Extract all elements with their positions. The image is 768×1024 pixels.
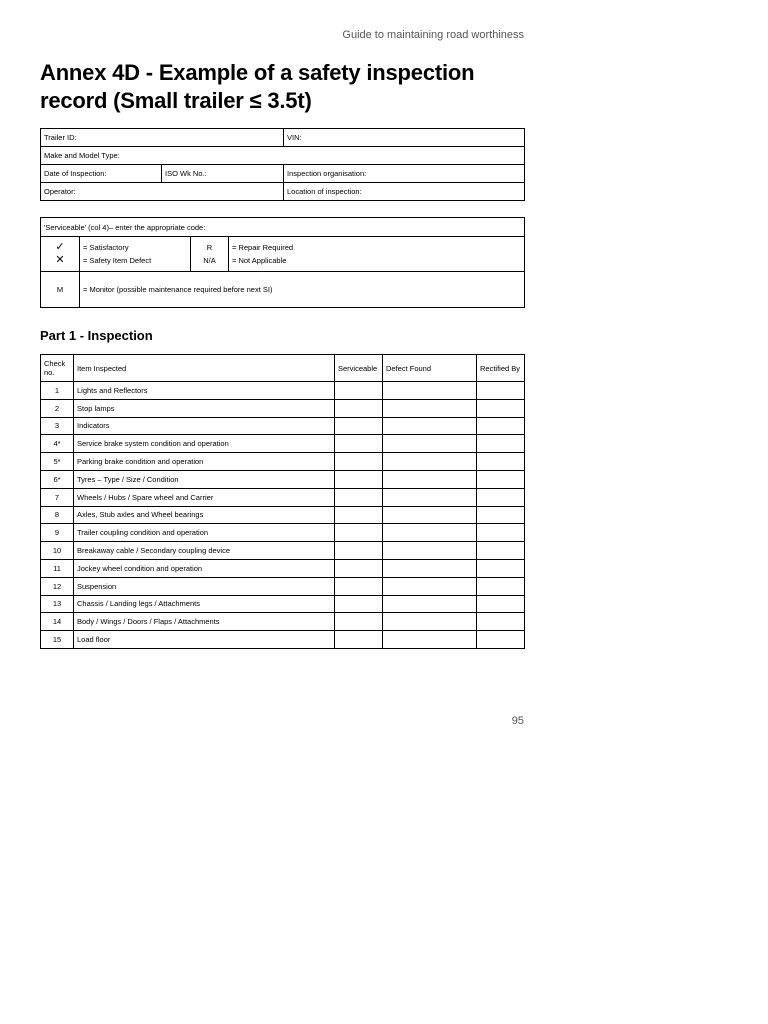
item-inspected: Axles, Stub axles and Wheel bearings [74, 506, 335, 524]
defect-found-cell[interactable] [383, 559, 477, 577]
serviceable-cell[interactable] [335, 577, 383, 595]
table-header-row [41, 355, 525, 382]
item-inspected: Indicators [74, 417, 335, 435]
codes-key-table [40, 217, 525, 308]
serviceable-cell[interactable] [335, 453, 383, 471]
check-number: 9 [41, 524, 74, 542]
serviceable-cell[interactable] [335, 470, 383, 488]
make-model-field[interactable]: Make and Model Type: [41, 147, 525, 165]
rectified-by-cell[interactable] [477, 542, 525, 560]
table-row [41, 218, 525, 237]
rectified-by-cell[interactable] [477, 577, 525, 595]
checkmark-icon: ✓ [55, 241, 65, 253]
cross-icon: ✕ [55, 254, 65, 266]
item-inspected: Suspension [74, 577, 335, 595]
defect-found-cell[interactable] [383, 453, 477, 471]
defect-found-cell[interactable] [383, 382, 477, 400]
item-inspected: Chassis / Landing legs / Attachments [74, 595, 335, 613]
rectified-by-cell[interactable] [477, 435, 525, 453]
location-of-inspection-field[interactable]: Location of inspection: [284, 183, 525, 201]
defect-found-cell[interactable] [383, 524, 477, 542]
defect-found-cell[interactable] [383, 488, 477, 506]
rectified-by-cell[interactable] [477, 399, 525, 417]
check-number: 2 [41, 399, 74, 417]
rectified-by-cell[interactable] [477, 559, 525, 577]
check-number: 15 [41, 631, 74, 649]
rectified-by-cell[interactable] [477, 470, 525, 488]
serviceable-cell[interactable] [335, 542, 383, 560]
vin-field[interactable]: VIN: [284, 129, 525, 147]
table-row [41, 506, 525, 524]
column-header-serviceable: Serviceable [335, 355, 383, 382]
defect-found-cell[interactable] [383, 542, 477, 560]
column-header-rectified: Rectified By [477, 355, 525, 382]
serviceable-cell[interactable] [335, 595, 383, 613]
item-inspected: Jockey wheel condition and operation [74, 559, 335, 577]
repair-label: = Repair Required [232, 243, 294, 252]
defect-found-cell[interactable] [383, 613, 477, 631]
table-row [41, 272, 525, 308]
check-number: 12 [41, 577, 74, 595]
defect-found-cell[interactable] [383, 435, 477, 453]
column-header-check-no: Check no. [41, 355, 74, 382]
table-row [41, 524, 525, 542]
serviceable-cell[interactable] [335, 399, 383, 417]
serviceable-cell[interactable] [335, 613, 383, 631]
item-inspected: Body / Wings / Doors / Flaps / Attachments [74, 613, 335, 631]
check-number: 8 [41, 506, 74, 524]
check-number: 10 [41, 542, 74, 560]
check-number: 5* [41, 453, 74, 471]
page-title: Annex 4D - Example of a safety inspection record (Small trailer ≤ 3.5t) [40, 60, 475, 113]
defect-found-cell[interactable] [383, 577, 477, 595]
table-row [41, 183, 525, 201]
check-number: 4* [41, 435, 74, 453]
check-number: 14 [41, 613, 74, 631]
check-number: 11 [41, 559, 74, 577]
repair-code: R [206, 243, 213, 252]
item-inspected: Wheels / Hubs / Spare wheel and Carrier [74, 488, 335, 506]
rectified-by-cell[interactable] [477, 631, 525, 649]
table-row [41, 129, 525, 147]
serviceable-cell[interactable] [335, 524, 383, 542]
table-row [41, 470, 525, 488]
item-inspected: Trailer coupling condition and operation [74, 524, 335, 542]
table-row [41, 165, 525, 183]
rectified-by-cell[interactable] [477, 595, 525, 613]
rectified-by-cell[interactable] [477, 382, 525, 400]
item-inspected: Breakaway cable / Secondary coupling device [74, 542, 335, 560]
serviceable-cell[interactable] [335, 417, 383, 435]
serviceable-cell[interactable] [335, 559, 383, 577]
inspection-organisation-field[interactable]: Inspection organisation: [284, 165, 525, 183]
table-row [41, 559, 525, 577]
defect-found-cell[interactable] [383, 506, 477, 524]
check-number: 7 [41, 488, 74, 506]
table-row [41, 417, 525, 435]
table-row [41, 577, 525, 595]
inspection-table [40, 354, 525, 649]
date-of-inspection-field[interactable]: Date of Inspection: [41, 165, 162, 183]
rectified-by-cell[interactable] [477, 524, 525, 542]
table-row [41, 613, 525, 631]
rectified-by-cell[interactable] [477, 613, 525, 631]
table-row [41, 399, 525, 417]
defect-found-cell[interactable] [383, 631, 477, 649]
item-inspected: Parking brake condition and operation [74, 453, 335, 471]
rectified-by-cell[interactable] [477, 506, 525, 524]
item-inspected: Tyres – Type / Size / Condition [74, 470, 335, 488]
defect-label: = Safety Item Defect [83, 256, 152, 265]
serviceable-cell[interactable] [335, 488, 383, 506]
table-row [41, 595, 525, 613]
table-row [41, 631, 525, 649]
serviceable-cell[interactable] [335, 435, 383, 453]
item-inspected: Lights and Reflectors [74, 382, 335, 400]
item-inspected: Service brake system condition and operation [74, 435, 335, 453]
trailer-details-table [40, 128, 525, 201]
rectified-by-cell[interactable] [477, 453, 525, 471]
serviceable-cell[interactable] [335, 382, 383, 400]
check-number: 6* [41, 470, 74, 488]
iso-wk-no-field[interactable]: ISO Wk No.: [162, 165, 284, 183]
defect-found-cell[interactable] [383, 470, 477, 488]
operator-field[interactable]: Operator: [41, 183, 284, 201]
running-header: Guide to maintaining road worthiness [342, 29, 524, 41]
page-number: 95 [511, 715, 524, 727]
na-label: = Not Applicable [232, 256, 287, 265]
trailer-id-field[interactable]: Trailer ID: [41, 129, 284, 147]
serviceable-cell[interactable] [335, 631, 383, 649]
column-header-item: Item Inspected [74, 355, 335, 382]
na-code: N/A [203, 256, 216, 265]
column-header-defect: Defect Found [383, 355, 477, 382]
table-row [41, 237, 525, 272]
check-number: 1 [41, 382, 74, 400]
check-number: 3 [41, 417, 74, 435]
monitor-code: M [41, 272, 80, 308]
codes-key-heading: 'Serviceable' (col 4)– enter the appropriate code: [41, 218, 525, 237]
rectified-by-cell[interactable] [477, 488, 525, 506]
table-row [41, 488, 525, 506]
defect-found-cell[interactable] [383, 417, 477, 435]
defect-found-cell[interactable] [383, 399, 477, 417]
table-row [41, 542, 525, 560]
part-heading: Part 1 - Inspection [40, 328, 153, 343]
table-row [41, 382, 525, 400]
item-inspected: Stop lamps [74, 399, 335, 417]
monitor-label: = Monitor (possible maintenance required before next SI) [80, 272, 525, 308]
item-inspected: Load floor [74, 631, 335, 649]
defect-found-cell[interactable] [383, 595, 477, 613]
rectified-by-cell[interactable] [477, 417, 525, 435]
table-row [41, 453, 525, 471]
serviceable-cell[interactable] [335, 506, 383, 524]
table-row [41, 147, 525, 165]
table-row [41, 435, 525, 453]
satisfactory-label: = Satisfactory [83, 243, 129, 252]
check-number: 13 [41, 595, 74, 613]
